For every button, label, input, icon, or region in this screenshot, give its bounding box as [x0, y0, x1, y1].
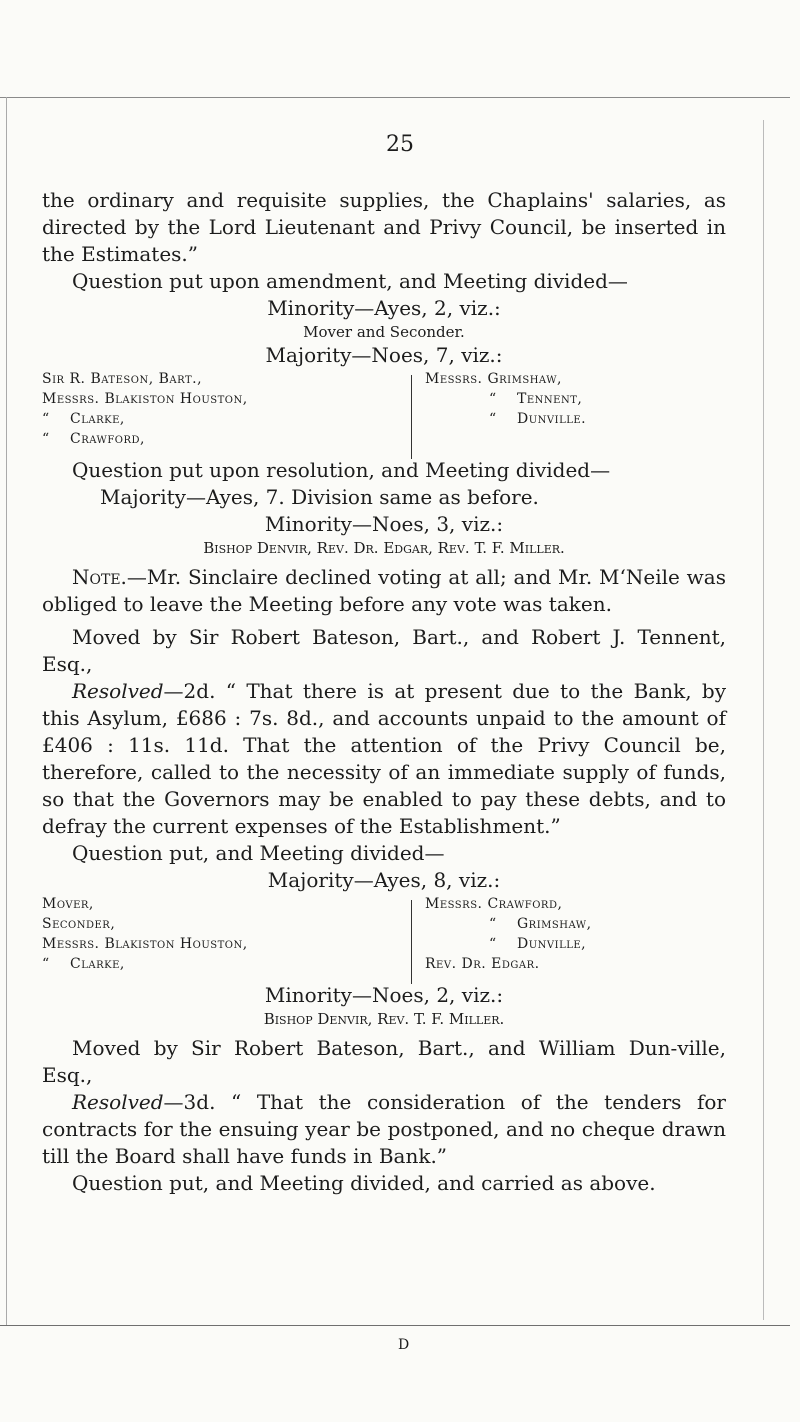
ditto-mark: “: [489, 916, 497, 932]
question-carried: Question put, and Meeting divided, and carried as above.: [72, 1171, 656, 1195]
mover-seconder: Mover and Seconder.: [303, 323, 465, 341]
vote-list-left: [42, 894, 248, 974]
voter: “ Grimshaw,: [489, 916, 592, 932]
ditto-mark: “: [42, 431, 50, 447]
voter: “ Crawford,: [42, 431, 145, 447]
voter: Messrs. Grimshaw,: [425, 371, 562, 387]
vote-list-ayes: [42, 894, 726, 982]
note-label: Note.: [72, 565, 127, 589]
minority-ayes-2: Minority—Ayes, 2, viz.:: [267, 296, 501, 320]
voter: Mover,: [42, 896, 94, 912]
vote-list-left: [42, 369, 248, 449]
voter: “ Clarke,: [42, 411, 125, 427]
ditto-mark: “: [42, 411, 50, 427]
page-number: 25: [386, 132, 414, 157]
voter: “ Tennent,: [489, 391, 583, 407]
signature-mark: D: [398, 1337, 410, 1353]
note-paragraph: Note.—Mr. Sinclaire declined voting at all; and Mr. M‘Neile was obliged to leave the Meeting before any vote was taken.: [42, 565, 726, 616]
page-body: [42, 187, 726, 1197]
column-divider: [411, 375, 412, 459]
minority-noes-3: Minority—Noes, 3, viz.:: [264, 512, 504, 536]
bottom-rule: [0, 1325, 790, 1326]
majority-ayes-7: Majority—Ayes, 7. Division same as before.: [100, 485, 539, 509]
voter: Seconder,: [42, 916, 116, 932]
voter: “ Dunville.: [489, 411, 587, 427]
minority-noes-2: Minority—Noes, 2, viz.:: [264, 983, 504, 1007]
moved-paragraph-2: Moved by Sir Robert Bateson, Bart., and William Dun-ville, Esq.,: [42, 1036, 726, 1087]
resolved-3d: Resolved—3d. “ That the consideration of the tenders for contracts for the ensuing year be postponed, and no cheque drawn till the Board shall have funds in Bank.”: [42, 1090, 726, 1168]
vote-list-right: [425, 369, 586, 429]
ditto-mark: “: [42, 956, 50, 972]
minority-names: Bishop Denvir, Rev. Dr. Edgar, Rev. T. F. Miller.: [203, 539, 565, 557]
top-rule: [0, 97, 790, 98]
voter: Messrs. Blakiston Houston,: [42, 391, 248, 407]
voter: Sir R. Bateson, Bart.,: [42, 371, 203, 387]
column-divider: [411, 900, 412, 984]
voter: “ Dunville,: [489, 936, 587, 952]
vote-list-noes: [42, 369, 726, 457]
majority-noes-7: Majority—Noes, 7, viz.:: [265, 343, 503, 367]
voter: Rev. Dr. Edgar.: [425, 956, 540, 972]
minority-names-2: Bishop Denvir, Rev. T. F. Miller.: [263, 1010, 505, 1028]
vote-list-right: [425, 894, 592, 974]
question-divided: Question put, and Meeting divided—: [72, 841, 445, 865]
ditto-mark: “: [489, 411, 497, 427]
question-amendment: Question put upon amendment, and Meeting divided—: [72, 269, 628, 293]
voter: “ Clarke,: [42, 956, 125, 972]
voter: Messrs. Crawford,: [425, 896, 563, 912]
paragraph-chaplains: the ordinary and requisite supplies, the Chaplains' salaries, as directed by the Lord Lieutenant and Privy Council, be inserted in the Estimates.”: [42, 188, 726, 266]
question-resolution: Question put upon resolution, and Meeting divided—: [72, 458, 611, 482]
ditto-mark: “: [489, 391, 497, 407]
resolved-2d: Resolved—2d. “ That there is at present due to the Bank, by this Asylum, £686 : 7s. 8d., and accounts unpaid to the amount of £406 : 11s. 11d. That the attention of the Privy Council be, therefore, called to the necessity of an immediate supply of funds, so that the Governors may be enabled to pay these debts, and to defray the current expenses of the Establishment.”: [42, 679, 726, 838]
resolved-label: Resolved: [72, 1090, 164, 1114]
right-edge: [763, 120, 764, 1320]
resolved-label: Resolved: [72, 679, 164, 703]
majority-ayes-8: Majority—Ayes, 8, viz.:: [267, 868, 501, 892]
voter: Messrs. Blakiston Houston,: [42, 936, 248, 952]
ditto-mark: “: [489, 936, 497, 952]
left-edge: [6, 97, 7, 1325]
moved-paragraph-1: Moved by Sir Robert Bateson, Bart., and Robert J. Tennent, Esq.,: [42, 625, 726, 676]
